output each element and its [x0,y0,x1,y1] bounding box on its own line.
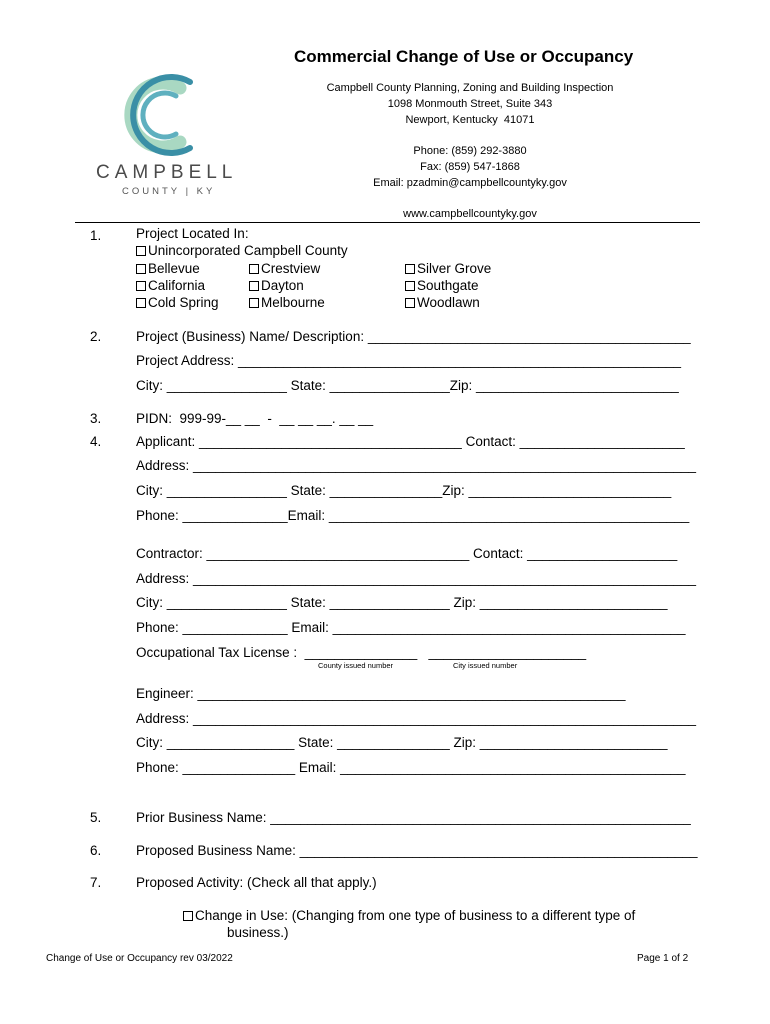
option-woodlawn[interactable] [405,295,480,310]
checkbox-icon[interactable] [183,911,193,921]
contractor-address-field[interactable]: Address: ___________________________________________________________________ [136,571,697,586]
section-3-number: 3. [90,411,102,426]
checkbox-icon[interactable] [136,264,146,274]
project-address-field[interactable]: Project Address: ___________________________________________________________ [136,353,682,368]
section-6-number: 6. [90,843,102,858]
change-in-use-continuation: business.) [227,925,289,940]
engineer-city-state-zip-field[interactable]: City: _________________ State: _______________ Zip: _________________________ [136,735,668,750]
contractor-field[interactable]: Contractor: ___________________________________ Contact: ____________________ [136,546,678,561]
option-california[interactable] [136,278,205,293]
section-7-number: 7. [90,875,102,890]
option-label: Woodlawn [417,295,480,310]
option-label: Dayton [261,278,304,293]
option-label: California [148,278,206,293]
pidn-field[interactable]: PIDN: 999-99-__ __ - __ __ __. __ __ [136,411,374,426]
header-divider [75,222,700,223]
occupational-tax-license-field[interactable]: Occupational Tax License : _______________ _____________________ [136,645,587,660]
engineer-address-field[interactable]: Address: ___________________________________________________________________ [136,711,697,726]
section-5-number: 5. [90,810,102,825]
checkbox-icon[interactable] [136,298,146,308]
section-4-number: 4. [90,434,102,449]
county-issued-number-caption: County issued number [318,661,394,670]
option-label: Southgate [417,278,479,293]
applicant-address-field[interactable]: Address: ___________________________________________________________________ [136,458,697,473]
option-label: Crestview [261,261,321,276]
logo-subtitle: COUNTY | KY [122,186,216,197]
section-2-number: 2. [90,329,102,344]
prior-business-name-field[interactable]: Prior Business Name: ________________________________________________________ [136,810,691,825]
checkbox-icon[interactable] [405,264,415,274]
logo-c-mark-icon [118,70,208,160]
applicant-city-state-zip-field[interactable]: City: ________________ State: _______________Zip: ___________________________ [136,483,672,498]
org-fax: Fax: (859) 547-1868 [420,161,520,173]
option-bellevue[interactable] [136,261,200,276]
checkbox-icon[interactable] [136,246,146,256]
option-label: Cold Spring [148,295,219,310]
option-crestview[interactable] [249,261,320,276]
project-name-field[interactable]: Project (Business) Name/ Description: ___________________________________________ [136,329,691,344]
proposed-activity-label: Proposed Activity: (Check all that apply.) [136,875,377,890]
org-city: Newport, Kentucky 41071 [405,114,535,126]
option-southgate[interactable] [405,278,479,293]
option-silver-grove[interactable] [405,261,491,276]
logo-name: CAMPBELL [96,162,238,183]
footer-revision: Change of Use or Occupancy rev 03/2022 [46,953,233,964]
option-change-in-use[interactable] [183,908,635,923]
checkbox-icon[interactable] [405,281,415,291]
option-label: Unincorporated Campbell County [148,243,348,258]
org-website: www.campbellcountyky.gov [403,208,537,220]
option-label: Silver Grove [417,261,492,276]
option-label: Change in Use: (Changing from one type of business to a different type of [195,908,636,923]
applicant-field[interactable]: Applicant: ___________________________________ Contact: ______________________ [136,434,685,449]
org-phone: Phone: (859) 292-3880 [413,145,527,157]
footer-page-number: Page 1 of 2 [637,953,689,964]
org-street: 1098 Monmouth Street, Suite 343 [387,98,553,110]
contractor-phone-email-field[interactable]: Phone: ______________ Email: _______________________________________________ [136,620,686,635]
checkbox-icon[interactable] [249,264,259,274]
option-dayton[interactable] [249,278,304,293]
option-label: Melbourne [261,295,325,310]
option-cold-spring[interactable] [136,295,219,310]
org-name: Campbell County Planning, Zoning and Building Inspection [326,82,614,94]
org-email: Email: pzadmin@campbellcountyky.gov [373,177,567,189]
project-city-state-zip-field[interactable]: City: ________________ State: ________________Zip: ___________________________ [136,378,679,393]
engineer-field[interactable]: Engineer: _________________________________________________________ [136,686,626,701]
checkbox-icon[interactable] [136,281,146,291]
option-unincorporated[interactable] [136,243,348,258]
project-located-label: Project Located In: [136,226,249,241]
option-melbourne[interactable] [249,295,325,310]
section-1-number: 1. [90,228,102,243]
option-label: Bellevue [148,261,200,276]
form-title: Commercial Change of Use or Occupancy [294,47,634,66]
checkbox-icon[interactable] [249,298,259,308]
proposed-business-name-field[interactable]: Proposed Business Name: _____________________________________________________ [136,843,698,858]
checkbox-icon[interactable] [249,281,259,291]
engineer-phone-email-field[interactable]: Phone: _______________ Email: ______________________________________________ [136,760,686,775]
city-issued-number-caption: City issued number [453,661,518,670]
applicant-phone-email-field[interactable]: Phone: ______________Email: ________________________________________________ [136,508,690,523]
checkbox-icon[interactable] [405,298,415,308]
contractor-city-state-zip-field[interactable]: City: ________________ State: ________________ Zip: _________________________ [136,595,668,610]
